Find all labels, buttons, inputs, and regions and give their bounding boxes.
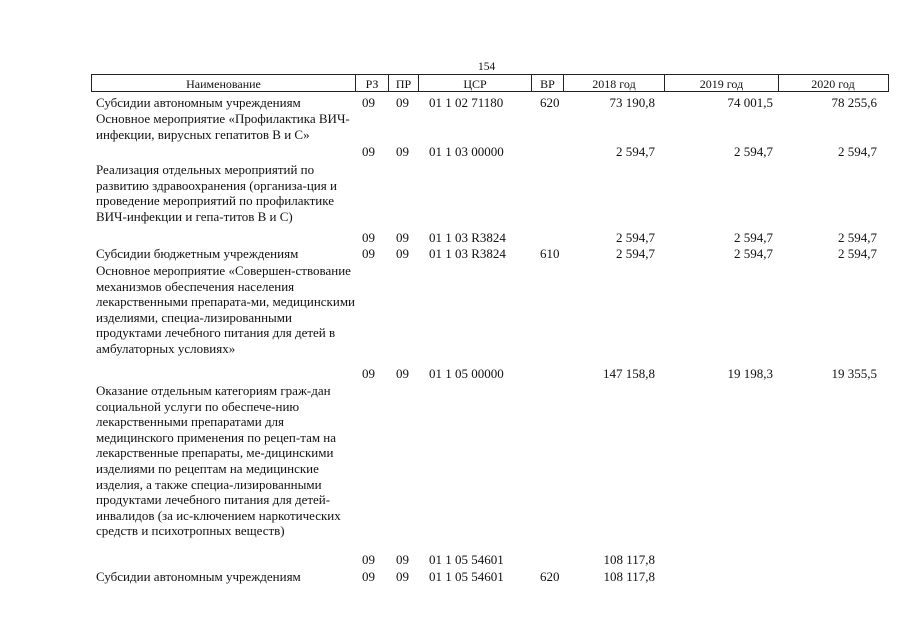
header-2020: 2020 год bbox=[811, 77, 855, 91]
row-csr: 01 1 05 54601 bbox=[429, 569, 504, 584]
row-2018: 108 117,8 bbox=[603, 569, 655, 584]
row-rz: 09 bbox=[362, 569, 375, 584]
row-2018: 2 594,7 bbox=[616, 246, 655, 261]
header-csr: ЦСР bbox=[463, 77, 487, 91]
row-csr: 01 1 03 R3824 bbox=[429, 230, 506, 245]
row-pr: 09 bbox=[396, 230, 409, 245]
row-2018: 2 594,7 bbox=[616, 230, 655, 245]
row-2018: 147 158,8 bbox=[603, 366, 655, 381]
row-csr: 01 1 02 71180 bbox=[429, 95, 504, 110]
row-pr: 09 bbox=[396, 366, 409, 381]
header-name: Наименование bbox=[186, 77, 261, 91]
row-pr: 09 bbox=[396, 95, 409, 110]
header-2019: 2019 год bbox=[699, 77, 744, 91]
row-2020: 19 355,5 bbox=[831, 366, 877, 381]
row-name: Реализация отдельных мероприятий по развитию здравоохранения (организа-ция и проведение мероприятий по профилактике ВИЧ-инфекции и гепа-титов В и С) bbox=[96, 162, 337, 224]
row-rz: 09 bbox=[362, 246, 375, 261]
row-vr: 610 bbox=[540, 246, 560, 261]
row-csr: 01 1 05 54601 bbox=[429, 552, 504, 567]
row-rz: 09 bbox=[362, 144, 375, 159]
row-2018: 108 117,8 bbox=[603, 552, 655, 567]
row-vr: 620 bbox=[540, 95, 560, 110]
header-bottom-border bbox=[91, 91, 889, 92]
row-2019: 19 198,3 bbox=[727, 366, 773, 381]
row-2019: 74 001,5 bbox=[727, 95, 773, 110]
row-pr: 09 bbox=[396, 552, 409, 567]
row-pr: 09 bbox=[396, 246, 409, 261]
row-2018: 73 190,8 bbox=[609, 95, 655, 110]
header-rz: РЗ bbox=[365, 77, 379, 91]
row-2020: 2 594,7 bbox=[838, 230, 877, 245]
row-pr: 09 bbox=[396, 144, 409, 159]
page-number: 154 bbox=[478, 61, 496, 73]
row-rz: 09 bbox=[362, 230, 375, 245]
header-2018: 2018 год bbox=[592, 77, 636, 91]
row-2018: 2 594,7 bbox=[616, 144, 655, 159]
row-vr: 620 bbox=[540, 569, 560, 584]
row-name: Субсидии автономным учреждениям bbox=[96, 95, 301, 110]
row-rz: 09 bbox=[362, 366, 375, 381]
row-rz: 09 bbox=[362, 552, 375, 567]
header-pr: ПР bbox=[395, 77, 412, 91]
row-name: Основное мероприятие «Профилактика ВИЧ-инфекции, вирусных гепатитов В и С» bbox=[96, 111, 350, 142]
row-2019: 2 594,7 bbox=[734, 246, 773, 261]
row-name: Субсидии бюджетным учреждениям bbox=[96, 246, 299, 261]
row-name: Оказание отдельным категориям граж-дан социальной услуги по обеспече-нию лекарственными препаратами для медицинского применения по рецеп-там на лекарственные препараты, ме-дицинскими изделиями по рецептам на медицинские изделия, а также специа-лизированными продуктами лечебного питания для детей-инвалидов (за ис-ключением наркотических средств и психотропных веществ) bbox=[96, 383, 341, 539]
row-name: Субсидии автономным учреждениям bbox=[96, 569, 301, 584]
header-vr: ВР bbox=[540, 77, 555, 91]
row-2019: 2 594,7 bbox=[734, 230, 773, 245]
row-2020: 2 594,7 bbox=[838, 144, 877, 159]
row-csr: 01 1 03 R3824 bbox=[429, 246, 506, 261]
row-2020: 78 255,6 bbox=[831, 95, 877, 110]
row-csr: 01 1 05 00000 bbox=[429, 366, 504, 381]
row-name: Основное мероприятие «Совершен-ствование механизмов обеспечения населения лекарственными препарата-ми, медицинскими изделиями, специа-лизированными продуктами лечебного питания для детей в амбулаторных условиях» bbox=[96, 263, 356, 356]
row-csr: 01 1 03 00000 bbox=[429, 144, 504, 159]
row-2019: 2 594,7 bbox=[734, 144, 773, 159]
row-rz: 09 bbox=[362, 95, 375, 110]
row-2020: 2 594,7 bbox=[838, 246, 877, 261]
row-pr: 09 bbox=[396, 569, 409, 584]
